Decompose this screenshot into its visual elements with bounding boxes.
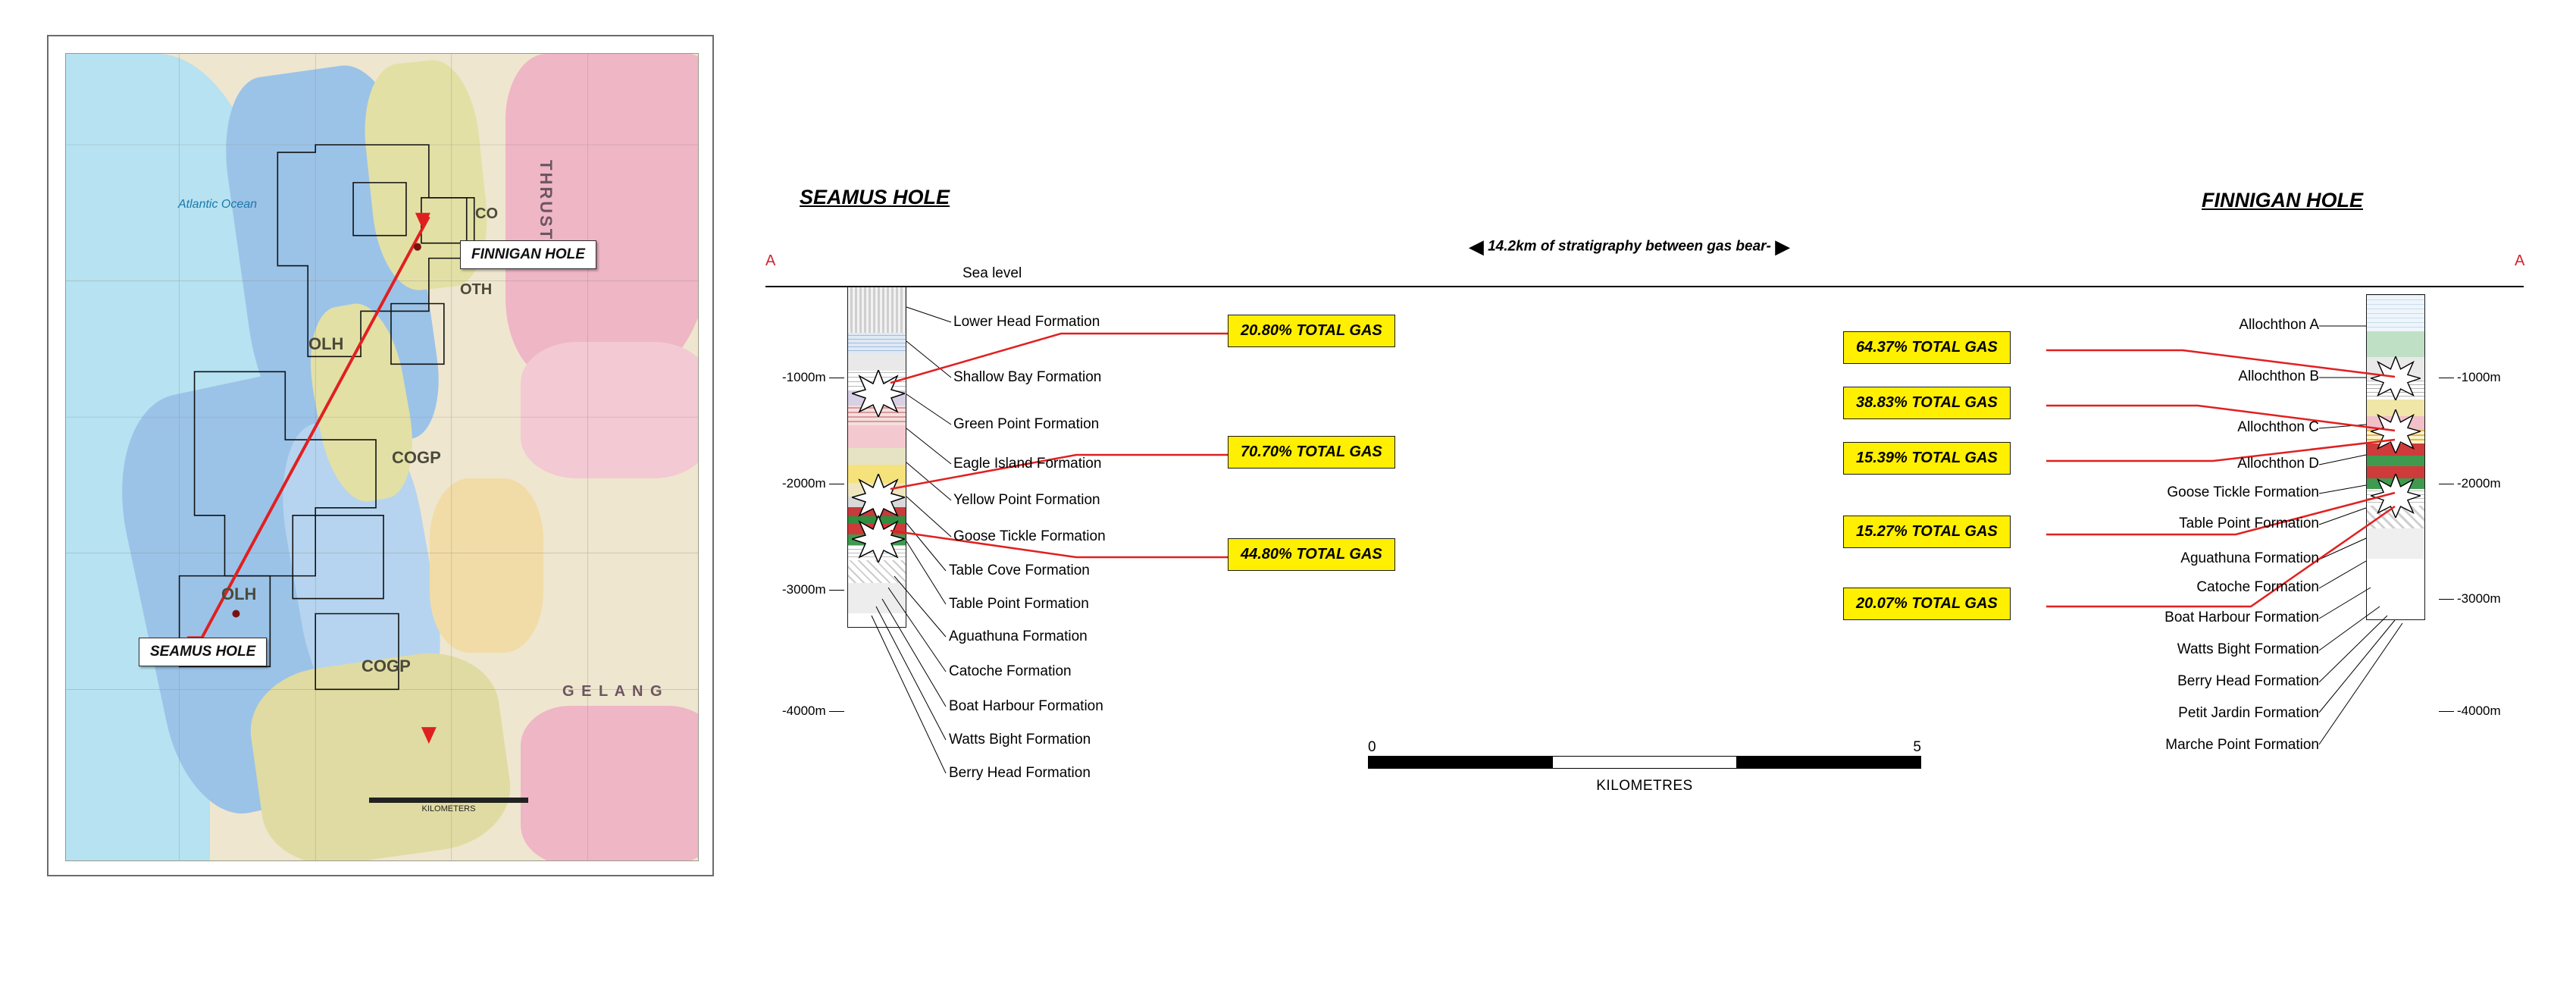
core-band bbox=[2367, 456, 2424, 466]
core-band bbox=[848, 287, 906, 333]
gas-callout-right-3: 15.39% TOTAL GAS bbox=[1843, 442, 2011, 475]
gas-callout-right-2: 38.83% TOTAL GAS bbox=[1843, 387, 2011, 419]
geological-map-panel bbox=[47, 35, 714, 876]
map-unit-code-oth: OTH bbox=[460, 281, 493, 298]
scalebar-segment bbox=[1736, 757, 1920, 768]
scalebar-min: 0 bbox=[1368, 739, 1376, 755]
core-band bbox=[848, 448, 906, 465]
map-ocean-label: Atlantic Ocean bbox=[178, 198, 258, 211]
formation-label-boat-harbour-right: Boat Harbour Formation bbox=[2164, 610, 2319, 625]
map-range-label: G E L A N G bbox=[562, 683, 664, 700]
seamus-hole-title: SEAMUS HOLE bbox=[800, 186, 950, 208]
formation-label-shallow-bay: Shallow Bay Formation bbox=[953, 369, 1102, 385]
gas-burst-icon bbox=[2371, 356, 2421, 400]
formation-label-allochthon-b: Allochthon B bbox=[2238, 368, 2319, 384]
sea-level-label: Sea level bbox=[962, 265, 1022, 281]
gas-callout-right-1: 64.37% TOTAL GAS bbox=[1843, 331, 2011, 364]
depth-tick-left-4000: -4000m bbox=[782, 704, 844, 719]
gas-callout-left-2: 70.70% TOTAL GAS bbox=[1228, 436, 1395, 469]
distance-annotation bbox=[1379, 235, 1880, 259]
formation-label-aguathuna: Aguathuna Formation bbox=[949, 628, 1088, 644]
finnigan-hole-map-label: FINNIGAN HOLE bbox=[460, 240, 596, 269]
core-band bbox=[848, 333, 906, 354]
section-scalebar bbox=[1368, 739, 1921, 795]
section-marker-a-right: A bbox=[2515, 252, 2525, 269]
formation-label-berry-head-right: Berry Head Formation bbox=[2177, 673, 2319, 689]
formation-label-allochthon-a: Allochthon A bbox=[2239, 317, 2319, 333]
section-marker-a-left: A bbox=[765, 252, 776, 269]
formation-label-petit-jardin: Petit Jardin Formation bbox=[2178, 705, 2319, 721]
scalebar-numbers bbox=[1368, 739, 1921, 756]
formation-label-aguathuna-right: Aguathuna Formation bbox=[2180, 550, 2319, 566]
finnigan-hole-title: FINNIGAN HOLE bbox=[2202, 189, 2363, 212]
formation-label-green-point: Green Point Formation bbox=[953, 416, 1100, 432]
depth-tick-left-1000: -1000m bbox=[782, 370, 844, 385]
depth-tick-right-1000: -1000m bbox=[2439, 370, 2501, 385]
core-band bbox=[2367, 331, 2424, 357]
formation-label-berry-head: Berry Head Formation bbox=[949, 765, 1091, 781]
formation-label-table-point: Table Point Formation bbox=[949, 596, 1089, 612]
core-band bbox=[848, 425, 906, 448]
core-band bbox=[2367, 528, 2424, 559]
formation-label-allochthon-d: Allochthon D bbox=[2237, 456, 2319, 472]
map-unit-code-cogp: COGP bbox=[392, 448, 441, 467]
gas-burst-icon bbox=[2371, 409, 2421, 453]
formation-label-goose-tickle: Goose Tickle Formation bbox=[953, 528, 1106, 544]
core-band bbox=[2367, 295, 2424, 331]
formation-label-allochthon-c: Allochthon C bbox=[2237, 419, 2319, 435]
gas-burst-icon bbox=[852, 516, 905, 563]
formation-label-boat-harbour: Boat Harbour Formation bbox=[949, 698, 1103, 714]
formation-label-eagle-island: Eagle Island Formation bbox=[953, 456, 1102, 472]
distance-annotation-text: 14.2km of stratigraphy between gas bear- bbox=[1488, 238, 1771, 255]
formation-label-table-point-right: Table Point Formation bbox=[2179, 516, 2319, 531]
scalebar-max: 5 bbox=[1913, 739, 1921, 755]
map-overlay-lines bbox=[66, 54, 698, 860]
gas-callout-right-5: 20.07% TOTAL GAS bbox=[1843, 588, 2011, 620]
depth-tick-right-2000: -2000m bbox=[2439, 476, 2501, 491]
formation-label-catoche: Catoche Formation bbox=[949, 663, 1072, 679]
core-band bbox=[848, 560, 906, 583]
depth-tick-left-2000: -2000m bbox=[782, 476, 844, 491]
map-unit-code-olh-2: OLH bbox=[221, 585, 257, 603]
gas-burst-icon bbox=[2371, 474, 2421, 518]
gas-burst-icon bbox=[852, 370, 905, 417]
map-scalebar-caption: KILOMETERS bbox=[421, 804, 476, 813]
depth-tick-right-4000: -4000m bbox=[2439, 704, 2501, 719]
geological-map bbox=[65, 53, 699, 861]
formation-label-yellow-point: Yellow Point Formation bbox=[953, 492, 1100, 508]
depth-tick-right-3000: -3000m bbox=[2439, 591, 2501, 606]
finnigan-core-column bbox=[2366, 294, 2425, 620]
map-thrust-label: THRUST bbox=[537, 160, 556, 242]
formation-label-table-cove: Table Cove Formation bbox=[949, 563, 1090, 578]
scalebar-segment bbox=[1553, 757, 1737, 768]
depth-tick-left-3000: -3000m bbox=[782, 582, 844, 597]
scalebar-caption: KILOMETRES bbox=[1596, 778, 1693, 794]
seamus-core-column bbox=[847, 287, 906, 628]
formation-label-goose-tickle-right: Goose Tickle Formation bbox=[2167, 484, 2319, 500]
sea-level-line bbox=[765, 286, 2524, 287]
seamus-hole-map-label: SEAMUS HOLE bbox=[139, 638, 267, 666]
formation-label-catoche-right: Catoche Formation bbox=[2196, 579, 2319, 595]
formation-label-watts-bight: Watts Bight Formation bbox=[949, 732, 1091, 748]
gas-callout-right-4: 15.27% TOTAL GAS bbox=[1843, 516, 2011, 548]
map-unit-code-co: CO bbox=[475, 205, 498, 222]
map-scalebar-bar bbox=[369, 798, 528, 803]
formation-label-marche-point: Marche Point Formation bbox=[2165, 737, 2319, 753]
map-unit-code-olh: OLH bbox=[308, 334, 344, 353]
map-scalebar bbox=[369, 798, 528, 813]
gas-callout-left-3: 44.80% TOTAL GAS bbox=[1228, 538, 1395, 571]
map-unit-code-cogp-2: COGP bbox=[362, 657, 411, 675]
formation-label-lower-head: Lower Head Formation bbox=[953, 314, 1100, 330]
scalebar-bars bbox=[1368, 756, 1921, 769]
scalebar-segment bbox=[1369, 757, 1553, 768]
core-band bbox=[848, 583, 906, 613]
core-band bbox=[848, 354, 906, 371]
formation-label-watts-bight-right: Watts Bight Formation bbox=[2177, 641, 2319, 657]
left-arrow-icon: ◀ bbox=[1468, 235, 1484, 258]
right-arrow-icon: ▶ bbox=[1775, 235, 1791, 258]
gas-callout-left-1: 20.80% TOTAL GAS bbox=[1228, 315, 1395, 347]
gas-burst-icon bbox=[852, 474, 905, 521]
